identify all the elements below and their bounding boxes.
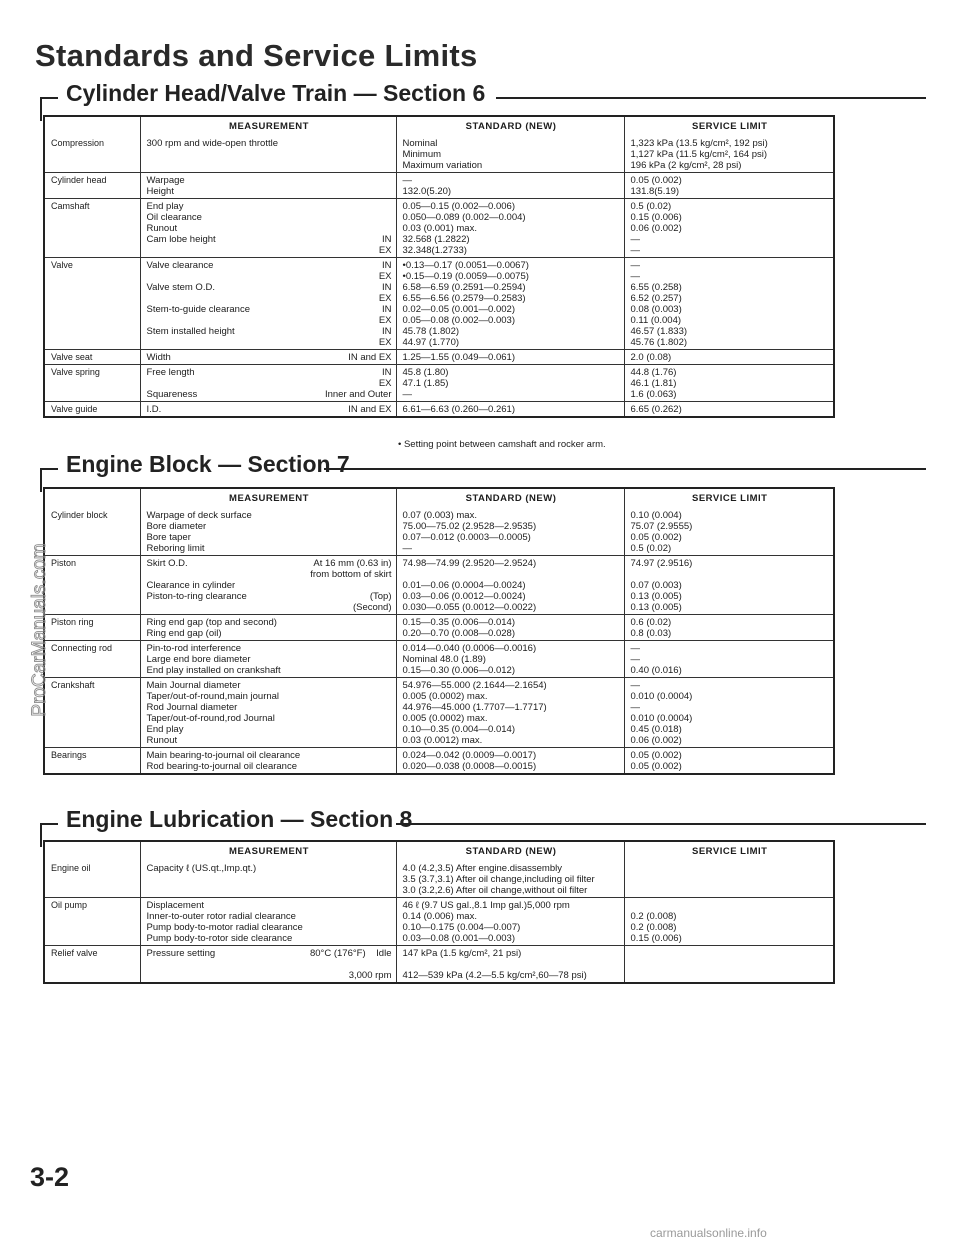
measurement-cell: [140, 350, 396, 365]
measurement-text: Displacement Inner-to-outer rotor radial clearance Pump body-to-motor radial clearance Pump body-to-rotor side clearance: [146, 900, 303, 944]
measurement-wrap: [147, 352, 392, 363]
header-standard: STANDARD (NEW): [396, 841, 624, 861]
service-limit-cell: 0.05 (0.002) 131.8(5.19): [624, 173, 834, 199]
section-heading-cylinder-head: [40, 80, 926, 114]
section-title: Engine Block — Section 7: [66, 451, 350, 477]
table-row: [44, 556, 834, 615]
measurement-wrap: [147, 404, 392, 415]
table-row: [44, 508, 834, 556]
service-limit-cell: [624, 861, 834, 898]
measurement-wrap: [147, 138, 392, 149]
measurement-text: Main bearing-to-journal oil clearance Rod bearing-to-journal oil clearance: [146, 750, 301, 772]
measurement-text: Warpage of deck surface Bore diameter Bore taper Reboring limit: [146, 510, 252, 554]
spec-table-cylinder-head: [43, 115, 835, 418]
measurement-wrap: [147, 863, 392, 874]
measurement-cell: [140, 946, 396, 984]
measurement-cell: [140, 365, 396, 402]
measurement-cell: [140, 173, 396, 199]
measurement-cell: [140, 678, 396, 748]
standard-cell: 0.05—0.15 (0.002—0.006) 0.050—0.089 (0.002—0.004) 0.03 (0.001) max. 32.568 (1.2822) 32.348(1.2733): [396, 199, 624, 258]
measurement-wrap: [147, 643, 392, 676]
row-name: Oil pump: [44, 898, 140, 946]
row-name: Piston: [44, 556, 140, 615]
row-name: Valve guide: [44, 402, 140, 418]
section-rule: [324, 468, 926, 470]
measurement-wrap: [146, 201, 392, 256]
measurement-qualifier: IN and EX: [348, 352, 392, 363]
row-name: Valve spring: [44, 365, 140, 402]
row-name: Cylinder head: [44, 173, 140, 199]
table-row: [44, 402, 834, 418]
row-name: Camshaft: [44, 199, 140, 258]
row-name: Cylinder block: [44, 508, 140, 556]
measurement-wrap: [147, 510, 392, 554]
service-limit-cell: [624, 946, 834, 984]
measurement-qualifier: IN and EX: [348, 404, 392, 415]
header-blank: [44, 488, 140, 508]
table-row: [44, 173, 834, 199]
service-limit-cell: 0.2 (0.008) 0.2 (0.008) 0.15 (0.006): [624, 898, 834, 946]
measurement-text: Valve clearance Valve stem O.D. Stem-to-guide clearance Stem installed height: [146, 260, 250, 337]
table-row: [44, 678, 834, 748]
measurement-cell: [140, 641, 396, 678]
measurement-cell: [140, 402, 396, 418]
row-name: Valve: [44, 258, 140, 350]
table-header-row: [44, 116, 834, 136]
service-limit-cell: 0.10 (0.004) 75.07 (2.9555) 0.05 (0.002) 0.5 (0.02): [624, 508, 834, 556]
measurement-qualifier: IN EX: [378, 234, 392, 256]
service-limit-cell: 1,323 kPa (13.5 kg/cm², 192 psi) 1,127 kPa (11.5 kg/cm², 164 psi) 196 kPa (2 kg/cm², 28 psi): [624, 136, 834, 173]
standard-cell: •0.13—0.17 (0.0051—0.0067) •0.15—0.19 (0.0059—0.0075) 6.58—6.59 (0.2591—0.2594) 6.55—6.56 (0.2579—0.2583) 0.02—0.05 (0.001—0.002) 0.05—0.08 (0.002—0.003) 45.78 (1.802) 44.97 (1.770): [396, 258, 624, 350]
measurement-cell: [140, 898, 396, 946]
table-row: [44, 946, 834, 984]
standard-cell: 74.98—74.99 (2.9520—2.9524) 0.01—0.06 (0.0004—0.0024) 0.03—0.06 (0.0012—0.0024) 0.030—0.055 (0.0012—0.0022): [396, 556, 624, 615]
service-limit-cell: — — 0.40 (0.016): [624, 641, 834, 678]
table-row: [44, 136, 834, 173]
measurement-wrap: [147, 750, 392, 772]
page-number: 3-2: [30, 1162, 70, 1192]
standard-cell: 0.15—0.35 (0.006—0.014) 0.20—0.70 (0.008—0.028): [396, 615, 624, 641]
section-rule: [396, 823, 926, 825]
measurement-wrap: [147, 680, 392, 746]
measurement-qualifier: IN EX IN EX IN EX IN EX: [378, 260, 392, 348]
measurement-text: Skirt O.D. Clearance in cylinder Piston-to-ring clearance: [146, 558, 247, 602]
header-service-limit: SERVICE LIMIT: [624, 841, 834, 861]
row-name: Crankshaft: [44, 678, 140, 748]
spec-table-engine-block: [43, 487, 835, 775]
header-standard: STANDARD (NEW): [396, 116, 624, 136]
row-name: Bearings: [44, 748, 140, 775]
page-title: Standards and Service Limits: [35, 38, 478, 73]
table-row: [44, 861, 834, 898]
standard-cell: 6.61—6.63 (0.260—0.261): [396, 402, 624, 418]
standard-cell: 147 kPa (1.5 kg/cm², 21 psi) 412—539 kPa (4.2—5.5 kg/cm²,60—78 psi): [396, 946, 624, 984]
measurement-wrap: [146, 558, 392, 613]
table-row: [44, 748, 834, 775]
row-name: Piston ring: [44, 615, 140, 641]
standard-cell: 4.0 (4.2,3.5) After engine.disassembly 3.5 (3.7,3.1) After oil change,including oil filter 3.0 (3.2,2.6) After oil change,without oil filter: [396, 861, 624, 898]
service-limit-cell: 44.8 (1.76) 46.1 (1.81) 1.6 (0.063): [624, 365, 834, 402]
measurement-text: I.D.: [146, 404, 162, 415]
measurement-cell: [140, 258, 396, 350]
measurement-wrap: [146, 260, 392, 348]
measurement-text: End play Oil clearance Runout Cam lobe height: [146, 201, 216, 245]
measurement-cell: [140, 199, 396, 258]
service-limit-cell: 0.6 (0.02) 0.8 (0.03): [624, 615, 834, 641]
table-row: [44, 898, 834, 946]
service-limit-cell: — — 6.55 (0.258) 6.52 (0.257) 0.08 (0.003) 0.11 (0.004) 46.57 (1.833) 45.76 (1.802): [624, 258, 834, 350]
measurement-cell: [140, 861, 396, 898]
measurement-wrap: [147, 617, 392, 639]
header-measurement: MEASUREMENT: [140, 116, 396, 136]
header-standard: STANDARD (NEW): [396, 488, 624, 508]
measurement-wrap: [147, 900, 392, 944]
section-heading-engine-lubrication: [40, 806, 926, 840]
table-row: [44, 641, 834, 678]
standard-cell: 1.25—1.55 (0.049—0.061): [396, 350, 624, 365]
measurement-text: Free length Squareness: [146, 367, 198, 400]
measurement-cell: [140, 615, 396, 641]
row-name: Valve seat: [44, 350, 140, 365]
table-row: [44, 365, 834, 402]
section-title: Engine Lubrication — Section 8: [66, 806, 413, 832]
section-rule: [496, 97, 926, 99]
measurement-text: Warpage Height: [146, 175, 185, 197]
measurement-text: 300 rpm and wide-open throttle: [146, 138, 278, 149]
measurement-text: Width: [146, 352, 171, 363]
standard-cell: — 132.0(5.20): [396, 173, 624, 199]
row-name: Connecting rod: [44, 641, 140, 678]
measurement-wrap: [146, 948, 392, 981]
measurement-cell: [140, 556, 396, 615]
table-row: [44, 615, 834, 641]
section-heading-engine-block: [40, 451, 926, 485]
section-title: Cylinder Head/Valve Train — Section 6: [66, 80, 486, 106]
spec-table-engine-lubrication: [43, 840, 835, 984]
measurement-cell: [140, 748, 396, 775]
measurement-text: Pressure setting: [146, 948, 216, 959]
header-measurement: MEASUREMENT: [140, 488, 396, 508]
row-name: Relief valve: [44, 946, 140, 984]
service-limit-cell: — 0.010 (0.0004) — 0.010 (0.0004) 0.45 (0.018) 0.06 (0.002): [624, 678, 834, 748]
measurement-text: Capacity ℓ (US.qt.,Imp.qt.): [146, 863, 257, 874]
measurement-wrap: [147, 175, 392, 197]
watermark-side: [28, 490, 52, 770]
measurement-wrap: [147, 367, 392, 400]
table-header-row: [44, 488, 834, 508]
measurement-cell: [140, 508, 396, 556]
row-name: Compression: [44, 136, 140, 173]
standard-cell: 54.976—55.000 (2.1644—2.1654) 0.005 (0.0002) max. 44.976—45.000 (1.7707—1.7717) 0.005 (0.0002) max. 0.10—0.35 (0.004—0.014) 0.03 (0.0012) max.: [396, 678, 624, 748]
service-limit-cell: 0.5 (0.02) 0.15 (0.006) 0.06 (0.002) — —: [624, 199, 834, 258]
header-service-limit: SERVICE LIMIT: [624, 116, 834, 136]
measurement-qualifier: IN EX Inner and Outer: [324, 367, 392, 400]
watermark-side-text: ProCarManuals.com: [29, 543, 50, 717]
service-limit-cell: 74.97 (2.9516) 0.07 (0.003) 0.13 (0.005) 0.13 (0.005): [624, 556, 834, 615]
measurement-qualifier: At 16 mm (0.63 in) from bottom of skirt (Top) (Second): [310, 558, 392, 613]
standard-cell: Nominal Minimum Maximum variation: [396, 136, 624, 173]
table-header-row: [44, 841, 834, 861]
service-limit-cell: 0.05 (0.002) 0.05 (0.002): [624, 748, 834, 775]
standard-cell: 0.024—0.042 (0.0009—0.0017) 0.020—0.038 (0.0008—0.0015): [396, 748, 624, 775]
table-row: [44, 258, 834, 350]
header-measurement: MEASUREMENT: [140, 841, 396, 861]
standard-cell: 45.8 (1.80) 47.1 (1.85) —: [396, 365, 624, 402]
measurement-text: Main Journal diameter Taper/out-of-round,main journal Rod Journal diameter Taper/out-of-round,rod Journal End play Runout: [146, 680, 280, 746]
table-row: [44, 199, 834, 258]
header-blank: [44, 116, 140, 136]
service-limit-cell: 2.0 (0.08): [624, 350, 834, 365]
measurement-qualifier: 80°C (176°F) Idle 3,000 rpm: [309, 948, 392, 981]
service-limit-cell: 6.65 (0.262): [624, 402, 834, 418]
table-row: [44, 350, 834, 365]
watermark-bottom: carmanualsonline.info: [650, 1226, 767, 1240]
footnote: • Setting point between camshaft and rocker arm.: [398, 439, 606, 450]
header-service-limit: SERVICE LIMIT: [624, 488, 834, 508]
standard-cell: 46 ℓ (9.7 US gal.,8.1 Imp gal.)5,000 rpm 0.14 (0.006) max. 0.10—0.175 (0.004—0.007) 0.03—0.08 (0.001—0.003): [396, 898, 624, 946]
standard-cell: 0.07 (0.003) max. 75.00—75.02 (2.9528—2.9535) 0.07—0.012 (0.0003—0.0005) —: [396, 508, 624, 556]
standard-cell: 0.014—0.040 (0.0006—0.0016) Nominal 48.0 (1.89) 0.15—0.30 (0.006—0.012): [396, 641, 624, 678]
measurement-cell: [140, 136, 396, 173]
measurement-text: Pin-to-rod interference Large end bore diameter End play installed on crankshaft: [146, 643, 281, 676]
row-name: Engine oil: [44, 861, 140, 898]
measurement-text: Ring end gap (top and second) Ring end gap (oil): [146, 617, 277, 639]
header-blank: [44, 841, 140, 861]
